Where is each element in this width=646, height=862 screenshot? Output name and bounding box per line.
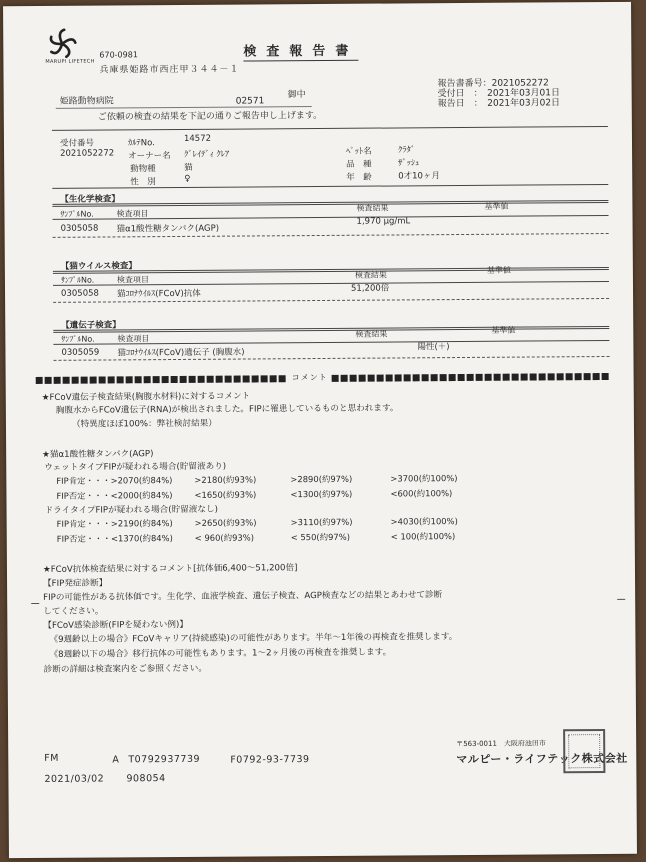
footer-date: 2021/03/02 xyxy=(44,773,105,785)
dry-neg-1: FIP否定・・・<1370(約84%) xyxy=(56,533,173,544)
fold-mark xyxy=(31,603,39,604)
section-title: 【猫ウイルス検査】 xyxy=(60,261,137,272)
report-number: 報告書番号：2021052272 xyxy=(437,78,549,90)
hospital-name: 姫路動物病院 xyxy=(59,96,114,107)
details-line: 診断の詳細は検査案内をご参照ください。 xyxy=(43,663,207,675)
col-ref: 基準値 xyxy=(491,325,516,335)
fip-diag-heading: 【FIP発症診断】 xyxy=(43,578,108,589)
age: 0才10ヶ月 xyxy=(398,171,441,182)
col-item: 検査項目 xyxy=(116,275,149,285)
test-item: 猫ｺﾛﾅｳｲﾙｽ(FCoV)抗体 xyxy=(117,288,201,300)
col-sample: ｻﾝﾌﾟﾙNo. xyxy=(60,275,95,285)
col-result: 検査結果 xyxy=(355,329,388,339)
fip-diag-line1: FIPの可能性がある抗体価です。生化学、血液学検査、遺伝子検査、AGP検査などの結果とあわせて診断 xyxy=(43,590,443,603)
test-result: 陽性(＋) xyxy=(417,342,450,353)
fcov-gene-heading: ★FCoV遺伝子検査結果(胸腹水材料)に対するコメント xyxy=(41,391,251,403)
section-rule xyxy=(52,200,608,207)
footer-fax: F0792-93-7739 xyxy=(230,754,310,766)
test-result: 1,970 μg/mL xyxy=(356,216,411,227)
agp-heading: ★猫α1酸性糖タンパク(AGP) xyxy=(42,449,154,460)
logo-text: MARUPI LIFETECH xyxy=(45,58,95,65)
hospital-code: 02571 xyxy=(235,96,265,107)
owner-label: オーナー名 xyxy=(128,151,171,162)
dry-neg-2: < 960(約93%) xyxy=(194,532,254,543)
company-seal-icon xyxy=(563,729,605,773)
species-label: 動物種 xyxy=(130,164,156,175)
col-item: 検査項目 xyxy=(116,209,149,219)
sex-label: 性 別 xyxy=(130,177,156,188)
section-title: 【遺伝子検査】 xyxy=(61,320,121,331)
dry-neg-3: < 550(約97%) xyxy=(290,531,350,543)
company-logo-icon xyxy=(47,28,77,62)
col-result: 検査結果 xyxy=(354,270,387,280)
fold-mark xyxy=(617,599,625,600)
dry-pos-3: >3110(約97%) xyxy=(290,516,353,528)
footer-tel: T0792937739 xyxy=(128,753,201,766)
footer-code: 908054 xyxy=(126,773,166,785)
breed: ｻﾞｯｼｭ xyxy=(398,158,420,169)
report-date: 報告日 ： 2021年03月02日 xyxy=(437,98,561,110)
lab-address: 兵庫県姫路市西庄甲３４４－１ xyxy=(99,64,240,76)
pet-label: ﾍﾟｯﾄ名 xyxy=(346,146,372,157)
col-item: 検査項目 xyxy=(117,334,150,344)
report-meta xyxy=(438,78,561,109)
report-paper xyxy=(3,2,637,858)
dry-pos-2: >2650(約93%) xyxy=(194,517,257,528)
sample-number: 0305058 xyxy=(61,288,99,299)
document-title: 検査報告書 xyxy=(243,40,358,62)
col-result: 検査結果 xyxy=(356,203,389,213)
fcov-inf-heading: 【FCoV感染診断(FIPを疑わない例)】 xyxy=(43,619,188,631)
wet-pos-3: >2890(約97%) xyxy=(290,473,353,485)
col-sample: ｻﾝﾌﾟﾙNo. xyxy=(61,334,95,344)
comment-label: コメント xyxy=(291,372,328,383)
company-address: 〒563-0011 大阪府池田市 xyxy=(456,739,546,749)
wet-neg-1: FIP否定・・・<2000(約84%) xyxy=(56,490,173,501)
sample-number: 0305059 xyxy=(61,347,100,358)
dry-pos-4: >4030(約100%) xyxy=(390,516,458,527)
wet-heading: ウェットタイプFIPが疑われる場合(貯留液あり) xyxy=(44,461,227,473)
received-date: 受付日 ： 2021年03月01日 xyxy=(437,88,561,100)
age-label: 年 齢 xyxy=(346,172,372,183)
chart-label: ｶﾙﾃNo. xyxy=(127,138,155,149)
pet-name: ｸﾗﾀﾞ xyxy=(398,145,416,156)
wet-neg-4: <600(約100%) xyxy=(390,488,453,499)
wet-neg-2: <1650(約93%) xyxy=(194,489,257,500)
company-name: マルピー・ライフテック株式会社 xyxy=(456,751,628,767)
test-result: 51,200倍 xyxy=(350,283,390,294)
patient-top-rule xyxy=(52,126,608,131)
wet-neg-3: <1300(約97%) xyxy=(290,488,353,500)
wet-pos-1: FIP肯定・・・>2070(約84%) xyxy=(56,475,173,486)
wet-pos-2: >2180(約93%) xyxy=(194,474,257,485)
antibody-heading: ★FCoV抗体検査結果に対するコメント[抗体価6,400～51,200倍] xyxy=(42,563,298,575)
fcov-inf-line2: 《8週齢以下の場合》移行抗体の可能性もあります。1～2ヶ月後の再検査を推奨します。 xyxy=(49,647,392,660)
fip-diag-line2: してください。 xyxy=(43,606,104,617)
dry-neg-4: < 100(約100%) xyxy=(390,531,456,542)
owner-name: ｸﾞﾚｲﾃﾞｨ ｸﾚｱ xyxy=(184,149,230,160)
fcov-gene-line2: （特異度ほぼ100%：弊社検討結果） xyxy=(71,418,217,430)
wet-pos-4: >3700(約100%) xyxy=(390,473,458,484)
fcov-gene-line1: 胸腹水からFCoV遺伝子(RNA)が検出されました。FIPに罹患しているものと思われます。 xyxy=(55,403,399,416)
reception-label: 受付番号 xyxy=(59,138,95,149)
section-title: 【生化学検査】 xyxy=(60,194,120,205)
species: 猫 xyxy=(184,162,193,173)
col-ref: 基準値 xyxy=(486,265,511,275)
breed-label: 品 種 xyxy=(346,159,372,170)
fcov-inf-line1: 《9週齢以上の場合》FCoVキャリア(持続感染)の可能性があります。半年～1年後の再検査を推奨します。 xyxy=(49,632,458,645)
col-ref: 基準値 xyxy=(484,201,509,211)
chart-number: 14572 xyxy=(183,133,212,144)
sex: ♀ xyxy=(184,173,191,184)
footer-fm: FM xyxy=(44,752,59,764)
footer-a: A xyxy=(112,754,120,766)
test-item: 猫α1酸性糖タンパク(AGP) xyxy=(116,223,220,235)
dry-pos-1: FIP肯定・・・>2190(約84%) xyxy=(56,518,173,529)
col-sample: ｻﾝﾌﾟﾙNo. xyxy=(60,209,94,219)
reception-number: 2021052272 xyxy=(60,148,115,159)
test-item: 猫ｺﾛﾅｳｲﾙｽ(FCoV)遺伝子 (胸腹水) xyxy=(117,347,245,359)
sample-number: 0305058 xyxy=(60,223,99,234)
section-rule xyxy=(53,326,609,333)
comment-divider xyxy=(36,371,610,385)
intro-text: ご依頼の検査の結果を下記の通りご報告申し上げます。 xyxy=(97,110,323,123)
dry-heading: ドライタイプFIPが疑われる場合(貯留液なし) xyxy=(44,504,218,516)
honorific: 御中 xyxy=(287,90,306,101)
lab-zip: 670-0981 xyxy=(99,50,138,60)
